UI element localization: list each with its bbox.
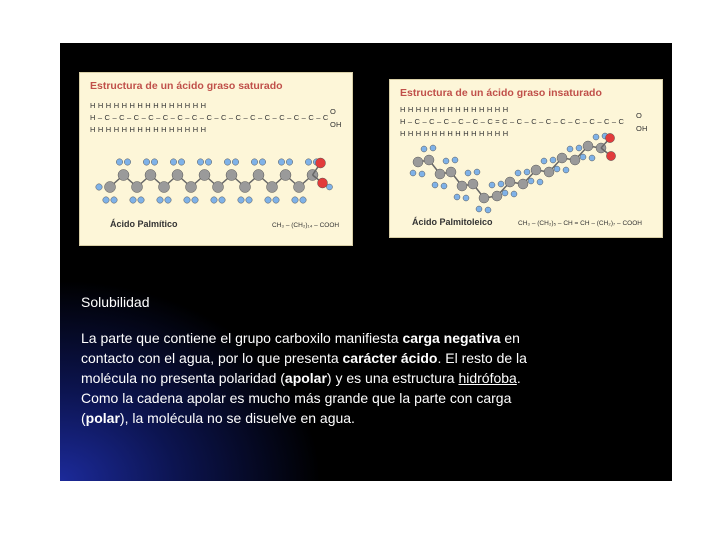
- carbon-atom: [226, 170, 237, 181]
- hydrogen-atom: [443, 158, 449, 164]
- carbon-atom: [294, 182, 305, 193]
- hydrogen-atom: [515, 170, 521, 176]
- hydrogen-row-top: H H H H H H H H H H H H H H H: [90, 101, 207, 110]
- carbon-atom: [118, 170, 129, 181]
- text-run: . El resto de la: [437, 350, 527, 366]
- carbon-atom: [570, 155, 580, 165]
- unsaturated-acid-figure: [390, 80, 662, 237]
- text-run: (: [81, 410, 86, 426]
- hydroxyl-group: OH: [330, 120, 342, 129]
- hydrogen-atom: [219, 197, 225, 203]
- text-run: ) y es una estructura: [326, 370, 459, 386]
- hydrogen-row-bottom: H H H H H H H H H H H H H H: [400, 129, 509, 138]
- carbon-atom: [213, 182, 224, 193]
- hydrogen-atom: [463, 195, 469, 201]
- hydrogen-atom: [474, 169, 480, 175]
- carbon-atom: [446, 167, 456, 177]
- oxygen-atom: [606, 151, 615, 160]
- hydrogen-atom: [432, 182, 438, 188]
- text-run: molécula no presenta polaridad (: [81, 370, 285, 386]
- hydrogen-atom: [251, 159, 257, 165]
- hydrogen-atom: [476, 206, 482, 212]
- hydrogen-atom: [184, 197, 190, 203]
- hydrogen-atom: [567, 146, 573, 152]
- hydrogen-atom: [421, 146, 427, 152]
- carbon-atom: [505, 177, 515, 187]
- text-run: ), la molécula no se disuelve en agua.: [119, 410, 355, 426]
- hydrogen-atom: [430, 145, 436, 151]
- hydrogen-atom: [246, 197, 252, 203]
- text-run: en: [500, 330, 520, 346]
- solubility-paragraph: [81, 328, 661, 428]
- hydrogen-atom: [550, 157, 556, 163]
- term-polar: polar: [85, 410, 120, 426]
- hydrogen-row-bottom: H H H H H H H H H H H H H H H: [90, 125, 207, 134]
- hydrogen-atom: [485, 207, 491, 213]
- carbon-atom: [583, 141, 593, 151]
- carbon-atom: [544, 167, 554, 177]
- carbon-atom: [557, 153, 567, 163]
- paragraph-line: [81, 408, 661, 428]
- carbonyl-oxygen: O: [636, 111, 643, 120]
- carbon-atom: [159, 182, 170, 193]
- hydrogen-atom: [124, 159, 130, 165]
- acid-formula: CH₃ – (CH₂)₅ – CH = CH – (CH₂)₇ – COOH: [518, 220, 642, 227]
- hydrogen-atom: [454, 194, 460, 200]
- carbon-atom: [468, 179, 478, 189]
- hydrogen-atom: [419, 171, 425, 177]
- text-run: contacto con el agua, por lo que presenta: [81, 350, 343, 366]
- hydrogen-atom: [524, 169, 530, 175]
- hydrogen-atom: [238, 197, 244, 203]
- term-caracter-acido: carácter ácido: [342, 350, 438, 366]
- acid-name: Ácido Palmitoleico: [412, 217, 493, 227]
- acid-formula: CH₃ – (CH₂)₁₄ – COOH: [272, 222, 340, 229]
- hydrogen-atom: [232, 159, 238, 165]
- text-run: La parte que contiene el grupo carboxilo manifiesta: [81, 330, 403, 346]
- hydrogen-atom: [103, 197, 109, 203]
- hydrogen-atom: [410, 170, 416, 176]
- hydrogen-atom: [465, 170, 471, 176]
- hydrogen-atom: [537, 179, 543, 185]
- hydrogen-atom: [265, 197, 271, 203]
- section-heading: Solubilidad: [81, 294, 150, 310]
- hydrogen-atom: [498, 181, 504, 187]
- carbon-atom: [457, 181, 467, 191]
- figure-title: Estructura de un ácido graso saturado: [90, 80, 283, 92]
- hydrogen-atom: [165, 197, 171, 203]
- oxygen-atom: [316, 158, 326, 168]
- hydrogen-atom: [273, 197, 279, 203]
- text-run: .: [516, 370, 521, 386]
- hydrogen-atom: [580, 154, 586, 160]
- hydrogen-atom: [563, 167, 569, 173]
- hydrogen-atom: [441, 183, 447, 189]
- hydrogen-atom: [452, 157, 458, 163]
- hydrogen-atom: [116, 159, 122, 165]
- hydrogen-atom: [305, 159, 311, 165]
- paragraph-line: [81, 388, 661, 408]
- hydrogen-atom: [541, 158, 547, 164]
- oxygen-atom: [318, 178, 328, 188]
- carbon-atom: [145, 170, 156, 181]
- hydrogen-atom: [157, 197, 163, 203]
- carbon-atom: [253, 170, 264, 181]
- carbon-atom: [240, 182, 251, 193]
- figure-title: Estructura de un ácido graso insaturado: [400, 87, 602, 99]
- carbon-atom: [531, 165, 541, 175]
- hydrogen-atom: [300, 197, 306, 203]
- hydrogen-atom: [259, 159, 265, 165]
- hydrogen-atom: [224, 159, 230, 165]
- carbon-chain: H – C – C – C – C – C – C = C – C – C – C – C – C – C – C – C: [400, 117, 625, 126]
- hydrogen-atom: [151, 159, 157, 165]
- hydrogen-atom: [111, 197, 117, 203]
- hydrogen-atom: [138, 197, 144, 203]
- slide: [60, 43, 672, 481]
- hydrogen-atom: [192, 197, 198, 203]
- hydrogen-atom: [170, 159, 176, 165]
- carbon-atom: [479, 193, 489, 203]
- hydrogen-atom: [576, 145, 582, 151]
- hydrogen-atom: [589, 155, 595, 161]
- hydrogen-atom: [292, 197, 298, 203]
- term-carga-negativa: carga negativa: [402, 330, 501, 346]
- hydrogen-atom: [554, 166, 560, 172]
- hydrogen-atom: [528, 178, 534, 184]
- carbon-atom: [105, 182, 116, 193]
- acid-name: Ácido Palmítico: [110, 219, 178, 229]
- carbon-atom: [267, 182, 278, 193]
- carbon-atom: [280, 170, 291, 181]
- carbon-atom: [518, 179, 528, 189]
- hydrogen-atom: [130, 197, 136, 203]
- term-apolar: apolar: [284, 370, 327, 386]
- saturated-acid-figure: [80, 73, 352, 245]
- paragraph-line: [81, 348, 661, 368]
- hydrogen-atom: [502, 190, 508, 196]
- hydrogen-atom: [197, 159, 203, 165]
- hydrogen-atom: [286, 159, 292, 165]
- text-run: Como la cadena apolar es mucho más grande que la parte con carga: [81, 390, 512, 406]
- carbon-atom: [172, 170, 183, 181]
- carbon-atom: [132, 182, 143, 193]
- unsaturated-molecule-model: [390, 80, 662, 237]
- paragraph-line: [81, 368, 661, 388]
- hydrogen-atom: [489, 182, 495, 188]
- term-hidrofoba: hidrófoba: [458, 370, 517, 386]
- carbon-atom: [492, 191, 502, 201]
- oxygen-atom: [605, 133, 614, 142]
- hydrogen-atom: [205, 159, 211, 165]
- hydroxyl-group: OH: [636, 124, 648, 133]
- paragraph-line: [81, 328, 661, 348]
- hydrogen-atom: [96, 184, 102, 190]
- carbon-atom: [424, 155, 434, 165]
- hydrogen-row-top: H H H H H H H H H H H H H H: [400, 105, 509, 114]
- hydrogen-atom: [511, 191, 517, 197]
- hydrogen-atom: [593, 134, 599, 140]
- carbon-atom: [435, 169, 445, 179]
- carbon-atom: [413, 157, 423, 167]
- carbon-atom: [199, 170, 210, 181]
- carbonyl-oxygen: O: [330, 107, 337, 116]
- hydrogen-atom: [143, 159, 149, 165]
- carbon-chain: H – C – C – C – C – C – C – C – C – C – C – C – C – C – C – C – C: [90, 113, 329, 122]
- hydrogen-atom: [211, 197, 217, 203]
- hydrogen-atom: [178, 159, 184, 165]
- hydrogen-atom: [278, 159, 284, 165]
- carbon-atom: [186, 182, 197, 193]
- hydrogen-atom: [327, 184, 333, 190]
